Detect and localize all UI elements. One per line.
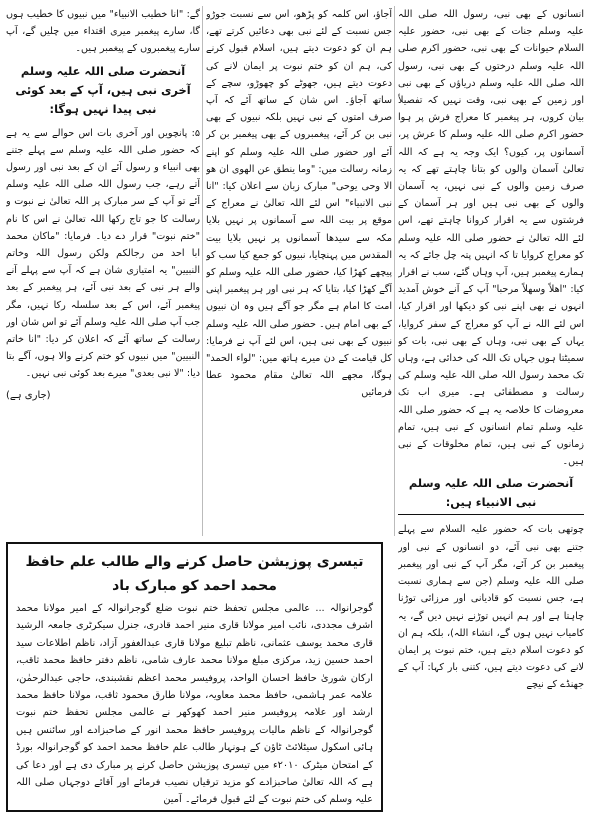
- left-column: [6, 6, 200, 536]
- left-paragraph: گے: "انا خطیب الانبیاء" میں نبیوں کا خطیب ہوں گا، سارے پیغمبر میری اقتداء میں چلیں گے، آپ سارے پیغمبروں کے پیغمبر ہیں۔: [6, 9, 200, 55]
- news-box: [6, 542, 383, 812]
- news-box-body: گوجرانوالہ ... عالمی مجلس تحفظ ختم نبوت ضلع گوجرانوالہ کے امیر مولانا محمد اشرف مجددی، نائب امیر مولانا قاری منیر احمد قادری، جنرل سیکرٹری جامعہ الرشید قاری محمد یوسف عثمانی، ناظم تبلیغ مولانا قاری عبدالغفور آزاد، ناظم اطلاعات سید احمد حسین زید، مرکزی مبلغ مولانا محمد عارف شامی، ناظم دفتر حافظ محمد ثاقب، ارکان شوریٰ حافظ احسان الواحد، پروفیسر محمد اعظم نقشبندی، حاجی عبدالرحمٰن، علامہ عمر ہاشمی، حافظ محمد معاویہ، مولانا طارق محمود ثاقب، مولانا حافظ محمد ارشد اور علامہ پروفیسر منیر احمد کھوکھر نے عالمی مجلس تحفظ ختم نبوت گوجرانوالہ کے ناظم مالیات پروفیسر حافظ محمد انور کے صاحبزادے اور سائنس ہیں ہائی اسکول سیٹلائٹ ٹاؤن کے ہونہار طالب علم حافظ محمد احمد کو گوجرانوالہ بورڈ کے امتحان میٹرک ۲۰۱۰ء میں تیسری پوزیشن حاصل کرنے پر مبارک دی ہے اور دعا کی ہے کہ اللہ تعالیٰ صاحبزادے کو مزید ترقیاں نصیب فرمائے اور آقائے دوجہاں صلی اللہ علیہ وسلم کی ختم نبوت کے لئے قبول فرمائے۔ آمین: [16, 603, 373, 806]
- right-paragraph: انسانوں کے بھی نبی، رسول اللہ صلی اللہ علیہ وسلم جنات کے بھی نبی، حضور علیہ السلام حیوانات کے بھی نبی، حضور اکرم صلی اللہ علیہ وسلم درختوں کے بھی نبی، رسول اللہ صلی اللہ علیہ وسلم دریاؤں کے بھی نبی اور زمین کے بھی نبی، وقت نہیں کہ تفصیلاً بیان کروں، ہر پیغمبر کا معراج فرش پر ہوا حضور اکرم صلی اللہ علیہ وسلم کا عرش پر، آسمانوں پر، کیوں؟ ایک وجہ یہ ہے کہ اللہ تعالیٰ آسمان والوں کو بتانا چاہتے تھے کہ یہ صرف زمین والوں کے نبی نہیں، یہ آسمان والوں کے بھی نبی ہیں اور ہر آسمان کے فرشتوں سے یہ اقرار کروانا چاہتے تھے، اس لئے اللہ تعالیٰ نے حضور صلی اللہ علیہ وسلم کو معراج کروایا تا کہ انہیں پتہ چل جائے کہ یہ ہمارے پیغمبر ہیں، آپ وہاں گئے، سب نے اقرار کیا: "اھلاً وسھلاً مرحبا" آپ کے آنے خوش آمدید انہوں نے بھی اپنے نبی کو دیکھا اور اقرار کیا، اس لئے اللہ نے آپ کو معراج کے سفر کروایا، یہاں کے بھی نبی، وہاں کے بھی نبی، بات کو سمیٹتا ہوں جہاں تک اللہ کی خدائی ہے، وہاں تک محمد رسول اللہ صلی اللہ علیہ وسلم کی رسالت و مصطفائی ہے۔ میری اب تک معروضات کا خلاصہ یہ ہے کہ حضور صلی اللہ علیہ وسلم تمام انسانوں کے نبی ہیں، تمام زمانوں کے نبی ہیں، تمام مخلوقات کے نبی ہیں۔: [398, 9, 584, 468]
- middle-paragraph: آجاؤ، اس کلمہ کو پڑھو، اس سے نسبت جوڑو جس نسبت کے لئے نبی بھی دعائیں کرتے تھے، ہم ان کو دعوت دیتے ہیں، اسلام قبول کرنے کی، ہم ان کو ختم نبوت پر ایمان لانے کی دعوت دیتے ہیں، جھوٹے کو چھوڑو، سچے کے ساتھ آجاؤ۔ اس شان کے ساتھ آئے کہ آپ صرف امتوں کے نبی نہیں بلکہ نبیوں کے بھی نبی بن کر آئے، پیغمبروں کے بھی پیغمبر بن کر آئے اور حضور صلی اللہ علیہ وسلم کو اپنے زمانہ رسالت میں: "وما ینطق عن الھوی ان ھو الا وحی یوحی" مبارک زبان سے اعلان کیا: "انا نبی الانبیاء" اس لئے اللہ تعالیٰ نے معراج کے موقع پر بیت اللہ سے آسمانوں پر نہیں بلایا مکہ سے سیدھا آسمانوں پر نہیں بلایا بیت المقدس میں پہنچایا، نبیوں کو جمع کیا سب کو پیچھے کھڑا کیا، حضور صلی اللہ علیہ وسلم کو آگے کھڑا کیا، بتایا کہ ہر نبی اور ہر پیغمبر اپنی امت کا امام ہے مگر جو آگے ہیں وہ ان نبیوں کے بھی امام ہیں۔ حضور صلی اللہ علیہ وسلم نبیوں کے بھی نبی ہیں، اس لئے آپ نے فرمایا: کل قیامت کے دن میرے ہاتھ میں: "لواء الحمد" ہوگا، مجھے اللہ تعالیٰ مقام محمود عطا فرمائیں: [206, 9, 392, 399]
- left-section-heading: آنحضرت صلی اللہ علیہ وسلم آخری نبی ہیں، آپ کے بعد کوئی نبی پیدا نہیں ہوگا:: [15, 63, 191, 116]
- left-paragraph-2: ۵: پانچویں اور آخری بات اس حوالے سے یہ ہے کہ حضور صلی اللہ علیہ وسلم سے پہلے جتنے بھی انبیاء و رسول آئے ان کے بعد نبی اور رسول آتے رہے، جب رسول اللہ صلی اللہ علیہ وسلم آئے تو آپ کے سر مبارک پر اللہ تعالیٰ نے نبوت و رسالت کا جو تاج رکھا اللہ تعالیٰ نے اس کا نام "ختم نبوت" قرار دے دیا۔ فرمایا: "ماکان محمد ابا احد من رجالکم ولکن رسول اللہ وخاتم النبیین" یہ امتیازی شان ہے کہ آپ سے پہلے آنے والے ہر نبی کے بعد نبی آئے، ہر پیغمبر کے بعد پیغمبر آئے، اس کے بعد سلسلہ رکا نہیں، مگر جب آپ صلی اللہ علیہ وسلم آئے تو اس شان اور رسالت کے ساتھ آئے کہ اعلان کر دیا: "انا خاتم النبیین" میں نبیوں کو ختم کرنے والا ہوں، آگے بتا دیا: "لا نبی بعدی" میرے بعد کوئی نبی نہیں۔: [6, 127, 200, 380]
- right-section-heading: آنحضرت صلی اللہ علیہ وسلم نبی الانبیاء ہیں:: [398, 474, 584, 515]
- news-box-title: تیسری پوزیشن حاصل کرنے والے طالب علم حافظ محمد احمد کو مبارک باد: [25, 554, 364, 594]
- right-paragraph-2: چوتھی بات کہ حضور علیہ السلام سے پہلے جتنے بھی نبی آئے، دو انسانوں کے نبی اور پیغمبر بن کر آئے، مگر آپ کے نبی اور پیغمبر صلی اللہ علیہ وسلم (جن سے ہماری نسبت ہے، جس نسبت کو قادیانی اور مرزائی توڑنا چاہتا ہے اور ہم انہیں توڑنے نہیں دیں گے، یہ کامیاب نہیں ہوں گے، انشاء اللہ)، بلکہ ہم ان کو دعوت اسلام دیتے ہیں، ختم نبوت پر ایمان لانے کی دعوت دیتے ہیں، کتنی بار کہا: آپ کے جھنڈے کے نیچے: [398, 524, 584, 691]
- middle-column: [206, 6, 392, 536]
- newspaper-page: [6, 6, 584, 818]
- right-column: [398, 6, 584, 818]
- column-divider: [202, 6, 203, 536]
- continued-label: (جاری ہے): [6, 389, 51, 401]
- column-divider: [394, 6, 395, 536]
